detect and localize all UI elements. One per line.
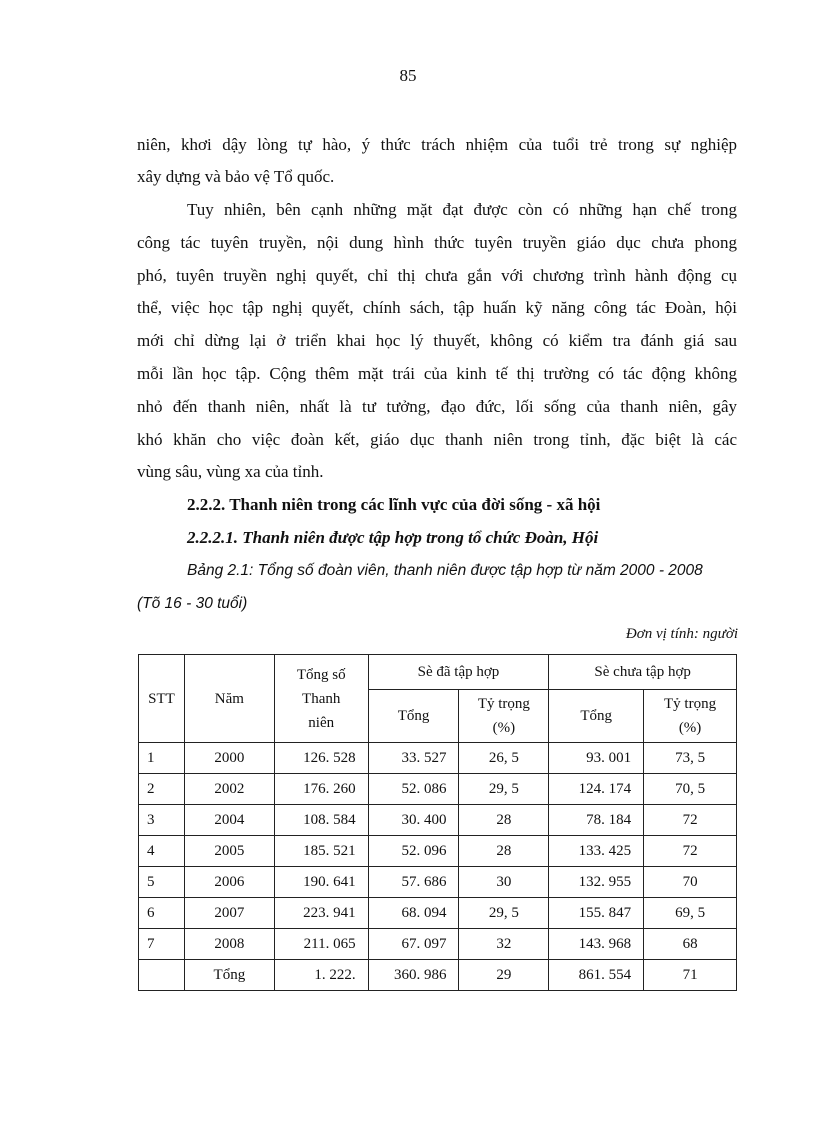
cell-not-gathered-total: 861. 554 [549, 960, 644, 991]
header-gathered-sum: Tổng [368, 690, 459, 743]
cell-total-label: Tổng [184, 960, 274, 991]
cell-not-gathered-total: 78. 184 [549, 805, 644, 836]
cell-year: 2008 [184, 929, 274, 960]
cell-stt: 2 [139, 774, 185, 805]
cell-not-gathered-total: 124. 174 [549, 774, 644, 805]
cell-not-gathered-share: 72 [644, 836, 737, 867]
cell-gathered-share: 28 [459, 805, 549, 836]
table-row [139, 805, 737, 836]
cell-not-gathered-total: 133. 425 [549, 836, 644, 867]
cell-year: 2000 [184, 743, 274, 774]
header-total-youth-line: Tổng số [296, 666, 346, 683]
cell-stt: 4 [139, 836, 185, 867]
header-not-gathered-sum: Tổng [549, 690, 644, 743]
subsection-heading: 2.2.2.1. Thanh niên được tập hợp trong tổ chức Đoàn, Hội [187, 528, 599, 547]
header-share-line: (%) [492, 720, 516, 736]
paragraph-line: phó, tuyên truyền nghị quyết, chỉ thị chưa gắn với chương trình hành động cụ [137, 266, 737, 285]
cell-gathered-share: 30 [459, 867, 549, 898]
paragraph-line: nhỏ đến thanh niên, nhất là tư tưởng, đạo đức, lối sống của thanh niên, gây [137, 397, 737, 416]
paragraph-line: thể, việc học tập nghị quyết, chính sách, tập huấn kỹ năng công tác Đoàn, hội [137, 298, 737, 317]
cell-gathered-total: 52. 096 [368, 836, 459, 867]
cell-empty [139, 960, 185, 991]
cell-year: 2005 [184, 836, 274, 867]
table-row [139, 898, 737, 929]
cell-year: 2002 [184, 774, 274, 805]
header-gathered: Sè đã tập hợp [368, 655, 549, 690]
cell-total: 1. 222. [274, 960, 368, 991]
header-not-gathered-share [644, 690, 737, 743]
cell-not-gathered-share: 69, 5 [644, 898, 737, 929]
cell-stt: 5 [139, 867, 185, 898]
header-stt: STT [139, 655, 185, 743]
cell-stt: 6 [139, 898, 185, 929]
cell-gathered-total: 360. 986 [368, 960, 459, 991]
cell-gathered-share: 26, 5 [459, 743, 549, 774]
cell-not-gathered-share: 70, 5 [644, 774, 737, 805]
paragraph-line: mỗi lần học tập. Cộng thêm mặt trái của kinh tế thị trường có tác động không [137, 364, 737, 383]
cell-total: 176. 260 [274, 774, 368, 805]
paragraph-line: Tuy nhiên, bên cạnh những mặt đạt được còn có những hạn chế trong [187, 200, 737, 219]
cell-not-gathered-share: 72 [644, 805, 737, 836]
header-year: Năm [184, 655, 274, 743]
header-gathered-share [459, 690, 549, 743]
table-row [139, 743, 737, 774]
cell-total: 108. 584 [274, 805, 368, 836]
cell-gathered-share: 28 [459, 836, 549, 867]
section-heading: 2.2.2. Thanh niên trong các lĩnh vực của đời sống - xã hội [187, 495, 601, 514]
cell-gathered-total: 52. 086 [368, 774, 459, 805]
cell-year: 2007 [184, 898, 274, 929]
table-caption-age: (Tõ 16 - 30 tuổi) [137, 595, 248, 612]
cell-gathered-total: 68. 094 [368, 898, 459, 929]
cell-not-gathered-total: 132. 955 [549, 867, 644, 898]
cell-not-gathered-share: 68 [644, 929, 737, 960]
header-share-line: (%) [678, 720, 702, 736]
table-header-row [139, 655, 737, 690]
table-row [139, 774, 737, 805]
cell-year: 2006 [184, 867, 274, 898]
cell-gathered-share: 29, 5 [459, 774, 549, 805]
header-total-youth-line: Thanh [302, 690, 341, 707]
cell-gathered-total: 30. 400 [368, 805, 459, 836]
paragraph-line: niên, khơi dậy lòng tự hào, ý thức trách nhiệm của tuổi trẻ trong sự nghiệp [137, 135, 737, 154]
cell-stt: 1 [139, 743, 185, 774]
cell-gathered-share: 32 [459, 929, 549, 960]
paragraph-line: mới chỉ dừng lại ở triển khai học lý thuyết, không có kiểm tra đánh giá sau [137, 331, 737, 350]
cell-total: 185. 521 [274, 836, 368, 867]
cell-stt: 7 [139, 929, 185, 960]
paragraph-line: vùng sâu, vùng xa của tỉnh. [137, 462, 324, 481]
header-share-line: Tỷ trọng [664, 696, 717, 712]
cell-total: 190. 641 [274, 867, 368, 898]
header-total-youth [274, 655, 368, 743]
cell-year: 2004 [184, 805, 274, 836]
table-row [139, 867, 737, 898]
cell-not-gathered-share: 71 [644, 960, 737, 991]
cell-gathered-share: 29, 5 [459, 898, 549, 929]
table-row [139, 929, 737, 960]
paragraph-line: xây dựng và bảo vệ Tổ quốc. [137, 167, 335, 186]
cell-not-gathered-total: 143. 968 [549, 929, 644, 960]
cell-not-gathered-total: 155. 847 [549, 898, 644, 929]
header-not-gathered: Sè chưa tập hợp [549, 655, 737, 690]
cell-gathered-share: 29 [459, 960, 549, 991]
unit-note: Đơn vị tính: người [625, 626, 738, 642]
table-row [139, 836, 737, 867]
cell-total: 211. 065 [274, 929, 368, 960]
table-total-row [139, 960, 737, 991]
cell-stt: 3 [139, 805, 185, 836]
youth-statistics-table [138, 654, 737, 991]
cell-not-gathered-total: 93. 001 [549, 743, 644, 774]
paragraph-line: khó khăn cho việc đoàn kết, giáo dục thanh niên trong tỉnh, đặc biệt là các [137, 430, 737, 449]
cell-total: 223. 941 [274, 898, 368, 929]
table-caption: Bảng 2.1: Tổng số đoàn viên, thanh niên được tập hợp từ năm 2000 - 2008 [187, 562, 703, 579]
cell-not-gathered-share: 70 [644, 867, 737, 898]
page-number: 85 [399, 66, 417, 85]
cell-gathered-total: 57. 686 [368, 867, 459, 898]
header-share-line: Tỷ trọng [477, 696, 530, 712]
cell-gathered-total: 33. 527 [368, 743, 459, 774]
cell-not-gathered-share: 73, 5 [644, 743, 737, 774]
cell-gathered-total: 67. 097 [368, 929, 459, 960]
header-total-youth-line: niên [308, 714, 335, 731]
cell-total: 126. 528 [274, 743, 368, 774]
paragraph-line: công tác tuyên truyền, nội dung hình thức tuyên truyền giáo dục chưa phong [137, 233, 737, 252]
